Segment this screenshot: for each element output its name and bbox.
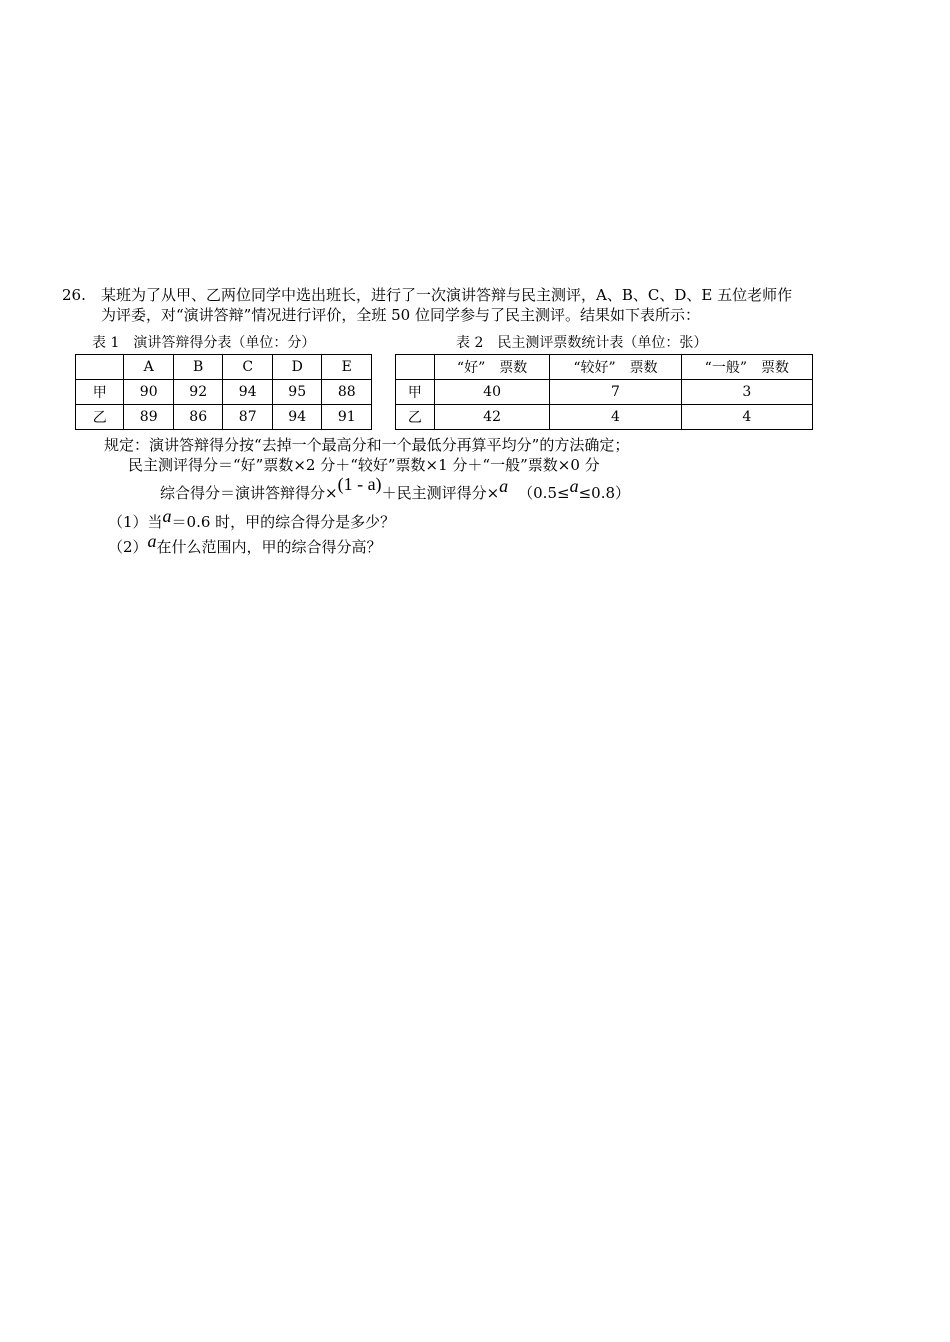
table-cell: 42 — [434, 405, 549, 430]
speech-score-table — [75, 354, 372, 430]
table-cell: 3 — [681, 380, 812, 405]
question-2 — [108, 533, 382, 560]
table-cell: 89 — [124, 405, 174, 430]
table1-caption: 表 1 演讲答辩得分表（单位：分） — [92, 335, 316, 351]
table-header-cell — [396, 355, 435, 380]
table-cell: 甲 — [76, 380, 124, 405]
table2-caption: 表 2 民主测评票数统计表（单位：张） — [456, 335, 708, 351]
variable-a: a — [499, 476, 509, 496]
table-cell: 乙 — [396, 405, 435, 430]
table-cell: 91 — [322, 405, 372, 430]
problem-text-line2: 为评委，对“演讲答辩”情况进行评价，全班 50 位同学参与了民主测评。结果如下表所示： — [101, 306, 700, 324]
question-2-text: 在什么范围内，甲的综合得分高？ — [156, 538, 382, 556]
question-1-text: ＝0.6 时，甲的综合得分是多少？ — [171, 513, 396, 531]
variable-a: a — [162, 506, 172, 526]
rule-line3-text: 综合得分＝演讲答辩得分× — [160, 484, 338, 502]
variable-a: a — [147, 531, 157, 551]
table-cell: 7 — [550, 380, 681, 405]
table-header-cell: D — [272, 355, 322, 380]
table-header-cell: “好” 票数 — [434, 355, 549, 380]
table-header-row — [76, 355, 372, 380]
table-header-cell: C — [223, 355, 273, 380]
rule-line3-text: （0.5≤ — [518, 484, 570, 502]
rule-line3 — [160, 474, 631, 507]
table-cell: 86 — [173, 405, 223, 430]
variable-a: a — [569, 476, 579, 496]
table-cell: 90 — [124, 380, 174, 405]
problem-text-line1: 某班为了从甲、乙两位同学中选出班长，进行了一次演讲答辩与民主测评，A、B、C、D、E 五位老师作 — [101, 286, 793, 304]
table-header-cell: E — [322, 355, 372, 380]
table-cell: 94 — [223, 380, 273, 405]
one-minus-a-factor: (1 - a) — [337, 474, 382, 494]
table-cell: 4 — [681, 405, 812, 430]
table-cell: 40 — [434, 380, 549, 405]
table-cell: 87 — [223, 405, 273, 430]
table-cell: 甲 — [396, 380, 435, 405]
table-header-cell — [76, 355, 124, 380]
table-header-cell: A — [124, 355, 174, 380]
table-header-cell: B — [173, 355, 223, 380]
table-cell: 95 — [272, 380, 322, 405]
table-cell: 4 — [550, 405, 681, 430]
table-cell: 88 — [322, 380, 372, 405]
table-row — [76, 405, 372, 430]
table-cell: 94 — [272, 405, 322, 430]
table-row — [76, 380, 372, 405]
table-header-row — [396, 355, 813, 380]
rule-line1: 规定：演讲答辩得分按“去掉一个最高分和一个最低分再算平均分”的方法确定； — [104, 436, 630, 454]
table-row — [396, 405, 813, 430]
table-cell: 乙 — [76, 405, 124, 430]
rule-line3-text: ＋民主测评得分× — [381, 484, 500, 502]
rule-line3-text: ≤0.8） — [578, 484, 631, 502]
table-cell: 92 — [173, 380, 223, 405]
table-header-cell: “较好” 票数 — [550, 355, 681, 380]
question-1-prefix: （1）当 — [108, 513, 163, 531]
table-row — [396, 380, 813, 405]
question-2-prefix: （2） — [108, 538, 148, 556]
problem-number: 26. — [62, 286, 86, 304]
vote-count-table — [395, 354, 813, 430]
table-header-cell: “一般” 票数 — [681, 355, 812, 380]
rule-line2: 民主测评得分＝“好”票数×2 分＋“较好”票数×1 分＋“一般”票数×0 分 — [128, 456, 600, 474]
